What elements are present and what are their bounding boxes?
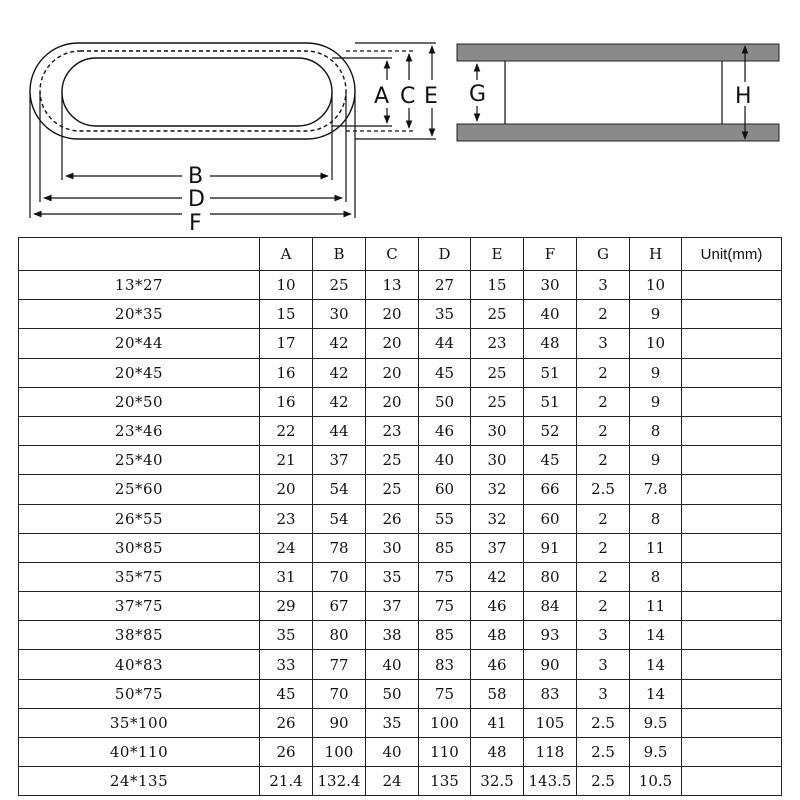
table-row — [19, 708, 782, 737]
value-cell: 75 — [419, 592, 471, 621]
value-cell: 42 — [313, 329, 366, 358]
value-cell: 2 — [577, 358, 630, 387]
value-cell: 2 — [577, 387, 630, 416]
value-cell: 14 — [630, 621, 682, 650]
value-cell: 23 — [260, 504, 313, 533]
value-cell: 50 — [366, 679, 419, 708]
value-cell: 55 — [419, 504, 471, 533]
value-cell: 26 — [366, 504, 419, 533]
header-cell — [19, 238, 260, 271]
value-cell: 2 — [577, 300, 630, 329]
value-cell — [682, 679, 782, 708]
value-cell: 44 — [313, 416, 366, 445]
value-cell: 11 — [630, 533, 682, 562]
value-cell — [682, 592, 782, 621]
value-cell: 42 — [471, 562, 524, 591]
value-cell: 25 — [313, 271, 366, 300]
value-cell — [682, 562, 782, 591]
value-cell: 2 — [577, 592, 630, 621]
label-h: H — [735, 84, 752, 109]
size-cell: 13*27 — [19, 271, 260, 300]
value-cell: 2 — [577, 416, 630, 445]
size-cell: 23*46 — [19, 416, 260, 445]
value-cell: 37 — [313, 446, 366, 475]
value-cell — [682, 621, 782, 650]
value-cell: 3 — [577, 271, 630, 300]
size-cell: 20*35 — [19, 300, 260, 329]
value-cell — [682, 300, 782, 329]
value-cell: 48 — [471, 621, 524, 650]
value-cell: 15 — [260, 300, 313, 329]
value-cell: 35 — [419, 300, 471, 329]
value-cell: 24 — [260, 533, 313, 562]
table-row — [19, 592, 782, 621]
value-cell — [682, 446, 782, 475]
value-cell: 70 — [313, 562, 366, 591]
value-cell — [682, 475, 782, 504]
value-cell: 42 — [313, 358, 366, 387]
value-cell: 14 — [630, 650, 682, 679]
value-cell: 132.4 — [313, 767, 366, 796]
size-cell: 50*75 — [19, 679, 260, 708]
size-cell: 40*110 — [19, 738, 260, 767]
value-cell: 20 — [366, 300, 419, 329]
value-cell: 26 — [260, 708, 313, 737]
value-cell: 32 — [471, 504, 524, 533]
table-row — [19, 271, 782, 300]
value-cell: 2.5 — [577, 767, 630, 796]
value-cell — [682, 767, 782, 796]
value-cell: 32.5 — [471, 767, 524, 796]
value-cell: 9 — [630, 358, 682, 387]
value-cell: 21.4 — [260, 767, 313, 796]
header-cell: E — [471, 238, 524, 271]
size-cell: 24*135 — [19, 767, 260, 796]
table-row — [19, 387, 782, 416]
value-cell: 3 — [577, 621, 630, 650]
value-cell: 21 — [260, 446, 313, 475]
value-cell: 45 — [419, 358, 471, 387]
value-cell: 2.5 — [577, 738, 630, 767]
value-cell: 51 — [524, 358, 577, 387]
top-flange — [457, 44, 779, 61]
value-cell: 38 — [366, 621, 419, 650]
value-cell: 8 — [630, 416, 682, 445]
value-cell: 66 — [524, 475, 577, 504]
size-cell: 25*40 — [19, 446, 260, 475]
dimension-lines — [30, 43, 436, 218]
value-cell: 40 — [419, 446, 471, 475]
header-cell: B — [313, 238, 366, 271]
mid-outline — [40, 51, 346, 131]
table-row — [19, 416, 782, 445]
table-row — [19, 679, 782, 708]
value-cell: 100 — [313, 738, 366, 767]
label-d: D — [188, 187, 205, 212]
table-row — [19, 767, 782, 796]
value-cell: 2 — [577, 504, 630, 533]
value-cell: 2 — [577, 446, 630, 475]
label-g: G — [469, 82, 487, 107]
table-row — [19, 562, 782, 591]
inner-outline — [62, 58, 332, 126]
value-cell: 9.5 — [630, 738, 682, 767]
header-cell: C — [366, 238, 419, 271]
value-cell: 16 — [260, 387, 313, 416]
grommet-side-view — [457, 44, 779, 141]
grommet-top-view — [30, 43, 355, 139]
value-cell: 85 — [419, 533, 471, 562]
header-cell: F — [524, 238, 577, 271]
value-cell: 54 — [313, 504, 366, 533]
value-cell: 33 — [260, 650, 313, 679]
value-cell: 110 — [419, 738, 471, 767]
value-cell — [682, 358, 782, 387]
value-cell: 15 — [471, 271, 524, 300]
value-cell: 83 — [524, 679, 577, 708]
value-cell: 14 — [630, 679, 682, 708]
value-cell: 143.5 — [524, 767, 577, 796]
size-cell: 35*75 — [19, 562, 260, 591]
value-cell: 25 — [366, 475, 419, 504]
value-cell: 24 — [366, 767, 419, 796]
value-cell: 44 — [419, 329, 471, 358]
value-cell: 30 — [471, 446, 524, 475]
value-cell: 10 — [630, 271, 682, 300]
value-cell: 46 — [471, 650, 524, 679]
value-cell — [682, 416, 782, 445]
table-row — [19, 358, 782, 387]
value-cell: 41 — [471, 708, 524, 737]
dimension-table — [18, 237, 782, 796]
label-c: C — [400, 84, 416, 109]
table-row — [19, 533, 782, 562]
size-cell: 40*83 — [19, 650, 260, 679]
value-cell: 45 — [524, 446, 577, 475]
value-cell: 30 — [313, 300, 366, 329]
value-cell: 3 — [577, 329, 630, 358]
value-cell: 17 — [260, 329, 313, 358]
value-cell: 23 — [471, 329, 524, 358]
value-cell: 100 — [419, 708, 471, 737]
value-cell: 30 — [471, 416, 524, 445]
value-cell: 78 — [313, 533, 366, 562]
value-cell: 9.5 — [630, 708, 682, 737]
value-cell: 30 — [366, 533, 419, 562]
value-cell: 3 — [577, 679, 630, 708]
value-cell: 46 — [419, 416, 471, 445]
header-cell: A — [260, 238, 313, 271]
value-cell: 10 — [630, 329, 682, 358]
table-header-row — [19, 238, 782, 271]
bottom-flange — [457, 124, 779, 141]
value-cell: 25 — [471, 358, 524, 387]
value-cell: 60 — [524, 504, 577, 533]
value-cell — [682, 271, 782, 300]
value-cell: 25 — [471, 387, 524, 416]
header-cell: H — [630, 238, 682, 271]
value-cell: 50 — [419, 387, 471, 416]
value-cell: 2 — [577, 533, 630, 562]
value-cell: 9 — [630, 387, 682, 416]
value-cell: 20 — [366, 387, 419, 416]
value-cell: 9 — [630, 446, 682, 475]
value-cell: 48 — [524, 329, 577, 358]
dimension-diagram — [0, 0, 800, 237]
table-row — [19, 738, 782, 767]
value-cell: 16 — [260, 358, 313, 387]
value-cell: 40 — [366, 738, 419, 767]
value-cell: 83 — [419, 650, 471, 679]
value-cell: 26 — [260, 738, 313, 767]
unit-header: Unit(mm) — [682, 238, 782, 271]
table-row — [19, 329, 782, 358]
value-cell — [682, 650, 782, 679]
value-cell: 93 — [524, 621, 577, 650]
value-cell: 8 — [630, 504, 682, 533]
value-cell: 42 — [313, 387, 366, 416]
value-cell — [682, 533, 782, 562]
label-a: A — [374, 84, 390, 109]
value-cell: 54 — [313, 475, 366, 504]
value-cell: 7.8 — [630, 475, 682, 504]
value-cell: 2.5 — [577, 708, 630, 737]
value-cell: 67 — [313, 592, 366, 621]
label-f: F — [189, 211, 202, 236]
value-cell: 46 — [471, 592, 524, 621]
value-cell: 75 — [419, 679, 471, 708]
value-cell: 22 — [260, 416, 313, 445]
table-row — [19, 446, 782, 475]
size-cell: 37*75 — [19, 592, 260, 621]
value-cell: 40 — [366, 650, 419, 679]
size-cell: 20*50 — [19, 387, 260, 416]
value-cell: 29 — [260, 592, 313, 621]
value-cell: 25 — [366, 446, 419, 475]
size-cell: 35*100 — [19, 708, 260, 737]
value-cell: 30 — [524, 271, 577, 300]
value-cell: 10.5 — [630, 767, 682, 796]
value-cell: 91 — [524, 533, 577, 562]
value-cell: 90 — [524, 650, 577, 679]
value-cell: 118 — [524, 738, 577, 767]
size-cell: 20*44 — [19, 329, 260, 358]
value-cell: 80 — [524, 562, 577, 591]
value-cell: 35 — [260, 621, 313, 650]
value-cell: 60 — [419, 475, 471, 504]
value-cell: 51 — [524, 387, 577, 416]
value-cell: 25 — [471, 300, 524, 329]
value-cell: 70 — [313, 679, 366, 708]
value-cell: 80 — [313, 621, 366, 650]
table-row — [19, 504, 782, 533]
value-cell: 9 — [630, 300, 682, 329]
value-cell: 13 — [366, 271, 419, 300]
value-cell: 32 — [471, 475, 524, 504]
value-cell: 20 — [366, 358, 419, 387]
value-cell: 31 — [260, 562, 313, 591]
label-e: E — [424, 84, 438, 109]
value-cell: 23 — [366, 416, 419, 445]
value-cell — [682, 708, 782, 737]
value-cell: 37 — [366, 592, 419, 621]
value-cell: 52 — [524, 416, 577, 445]
value-cell — [682, 738, 782, 767]
header-cell: D — [419, 238, 471, 271]
value-cell: 40 — [524, 300, 577, 329]
value-cell — [682, 329, 782, 358]
value-cell: 90 — [313, 708, 366, 737]
value-cell: 2.5 — [577, 475, 630, 504]
size-cell: 38*85 — [19, 621, 260, 650]
value-cell: 75 — [419, 562, 471, 591]
value-cell: 135 — [419, 767, 471, 796]
size-cell: 25*60 — [19, 475, 260, 504]
value-cell: 2 — [577, 562, 630, 591]
value-cell: 3 — [577, 650, 630, 679]
value-cell — [682, 387, 782, 416]
table-row — [19, 300, 782, 329]
value-cell: 27 — [419, 271, 471, 300]
value-cell: 37 — [471, 533, 524, 562]
value-cell — [682, 504, 782, 533]
table-row — [19, 621, 782, 650]
value-cell: 84 — [524, 592, 577, 621]
table-row — [19, 475, 782, 504]
value-cell: 45 — [260, 679, 313, 708]
value-cell: 58 — [471, 679, 524, 708]
value-cell: 48 — [471, 738, 524, 767]
value-cell: 20 — [260, 475, 313, 504]
value-cell: 105 — [524, 708, 577, 737]
value-cell: 35 — [366, 708, 419, 737]
size-cell: 30*85 — [19, 533, 260, 562]
value-cell: 8 — [630, 562, 682, 591]
table-body — [19, 271, 782, 796]
value-cell: 85 — [419, 621, 471, 650]
label-b: B — [188, 164, 204, 189]
value-cell: 11 — [630, 592, 682, 621]
table-row — [19, 650, 782, 679]
value-cell: 35 — [366, 562, 419, 591]
value-cell: 77 — [313, 650, 366, 679]
header-cell: G — [577, 238, 630, 271]
size-cell: 26*55 — [19, 504, 260, 533]
value-cell: 20 — [366, 329, 419, 358]
value-cell: 10 — [260, 271, 313, 300]
size-cell: 20*45 — [19, 358, 260, 387]
